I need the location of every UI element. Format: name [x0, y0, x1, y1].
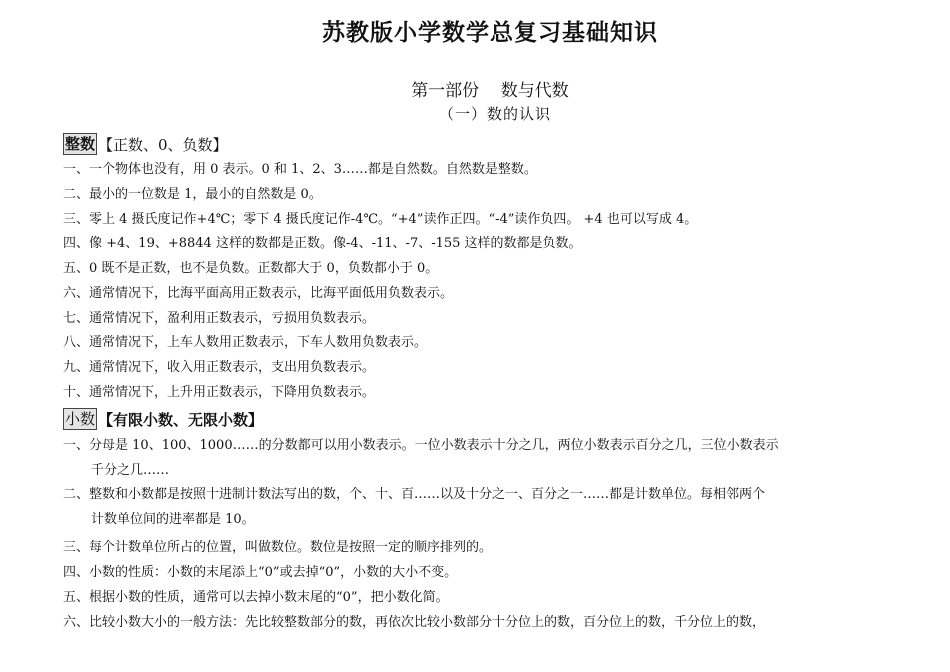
item-number: 一、 [63, 162, 90, 177]
item-text: 根据小数的性质，通常可以去掉小数末尾的“0”，把小数化简。 [89, 590, 449, 605]
item-number: 五、 [63, 590, 90, 605]
list-item [63, 483, 923, 532]
item-text: 最小的一位数是 1，最小的自然数是 0。 [89, 187, 322, 202]
item-text: 零上 4 摄氏度记作+4℃；零下 4 摄氏度记作-4℃。“+4”读作正四。“-4”读作负四。 +4 也可以写成 4。 [89, 212, 698, 227]
item-number: 九、 [63, 360, 90, 375]
section-tag-decimals: 小数 [65, 410, 96, 428]
item-text: 0 既不是正数，也不是负数。正数都大于 0，负数都小于 0。 [89, 261, 439, 276]
item-text: 通常情况下，上升用正数表示，下降用负数表示。 [89, 385, 376, 400]
item-text: 分母是 10、100、1000……的分数都可以用小数表示。一位小数表示十分之几，两位小数表示百分之几，三位小数表示 [89, 438, 779, 453]
item-number: 七、 [63, 311, 90, 326]
list-item [63, 282, 923, 307]
section-heading-integers [63, 133, 228, 155]
list-item [63, 434, 923, 483]
item-number: 十、 [63, 385, 90, 400]
list-item [63, 257, 923, 282]
list-item [63, 183, 923, 208]
item-number: 三、 [63, 540, 90, 555]
document-title: 苏教版小学数学总复习基础知识 [322, 20, 658, 46]
item-text: 一个物体也没有，用 0 表示。0 和 1、2、3……都是自然数。自然数是整数。 [89, 162, 537, 177]
section-heading-text: 【有限小数、无限小数】 [98, 410, 264, 429]
list-item [63, 307, 923, 332]
item-text: 整数和小数都是按照十进制计数法写出的数，个、十、百……以及十分之一、百分之一……都是计数单位。每相邻两个 [89, 487, 766, 502]
subsection-title: （一）数的认识 [438, 105, 551, 123]
item-text: 通常情况下，比海平面高用正数表示，比海平面低用负数表示。 [89, 286, 454, 301]
item-number: 三、 [63, 212, 90, 227]
item-number: 六、 [63, 615, 90, 630]
item-number: 八、 [63, 335, 90, 350]
list-item [63, 158, 923, 183]
item-text: 比较小数大小的一般方法：先比较整数部分的数，再依次比较小数部分十分位上的数，百分位上的数，千分位上的数， [89, 615, 766, 630]
list-item [63, 331, 923, 356]
list-item [63, 208, 923, 233]
list-item [63, 356, 923, 381]
section-heading-text: 【正数、0、负数】 [98, 135, 228, 154]
item-number: 一、 [63, 438, 90, 453]
item-number: 四、 [63, 236, 90, 251]
item-text-continuation: 计数单位间的进率都是 10。 [91, 511, 255, 527]
item-text: 通常情况下，盈利用正数表示，亏损用负数表示。 [89, 311, 376, 326]
section-tag-integers: 整数 [65, 135, 96, 153]
list-item [63, 381, 923, 406]
item-number: 五、 [63, 261, 90, 276]
list-item [63, 586, 923, 611]
section-heading-decimals [63, 408, 263, 430]
list-item [63, 232, 923, 257]
item-number: 四、 [63, 565, 90, 580]
list-item [63, 536, 923, 561]
list-item [63, 611, 923, 636]
item-number: 二、 [63, 487, 90, 502]
list-item [63, 561, 923, 586]
item-text: 小数的性质：小数的末尾添上“0”或去掉“0”，小数的大小不变。 [89, 565, 458, 580]
part-title: 第一部份 数与代数 [411, 81, 569, 101]
item-number: 六、 [63, 286, 90, 301]
item-text: 像 +4、19、+8844 这样的数都是正数。像-4、-11、-7、-155 这样的数都是负数。 [89, 236, 582, 251]
item-text: 通常情况下，收入用正数表示，支出用负数表示。 [89, 360, 376, 375]
item-text-continuation: 千分之几…… [91, 462, 170, 478]
item-text: 通常情况下，上车人数用正数表示，下车人数用负数表示。 [89, 335, 428, 350]
item-number: 二、 [63, 187, 90, 202]
item-text: 每个计数单位所占的位置，叫做数位。数位是按照一定的顺序排列的。 [89, 540, 493, 555]
